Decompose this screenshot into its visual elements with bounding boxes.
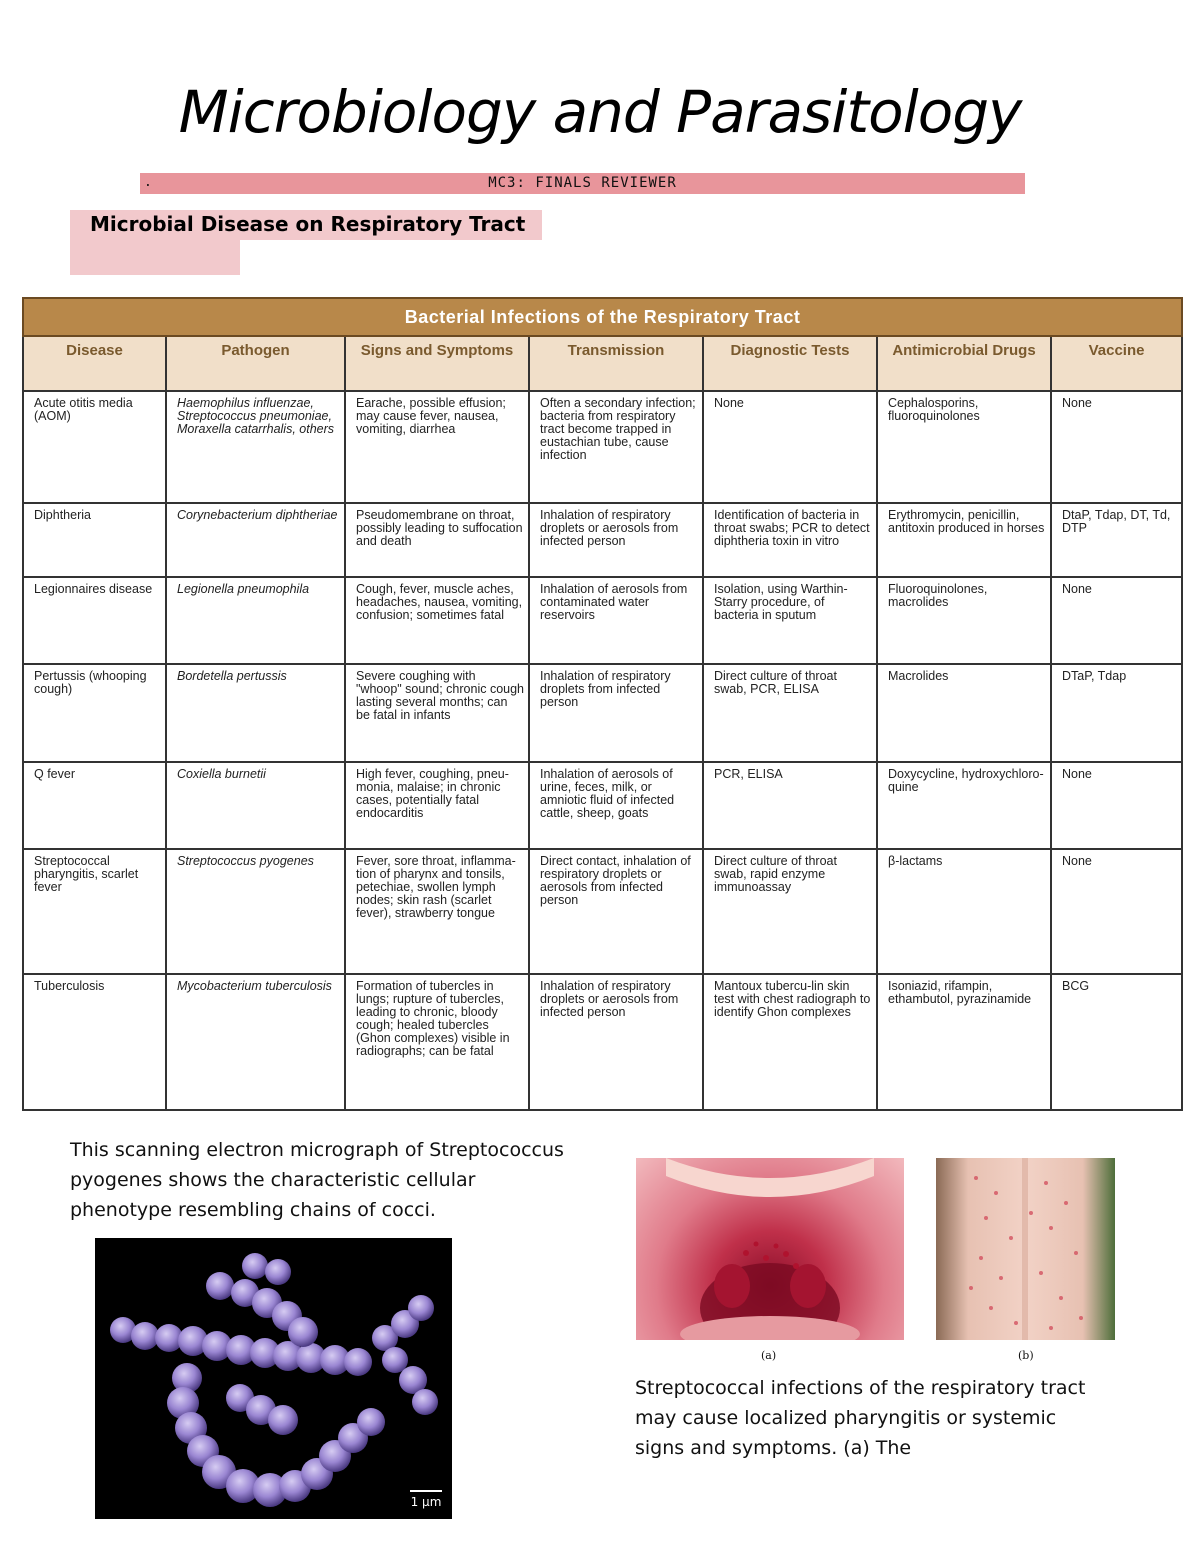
pharyngitis-photo bbox=[636, 1158, 904, 1340]
streptococcal-caption: Streptococcal infections of the respiratory tract may cause localized pharyngitis or systemic signs and symptoms. (a) The bbox=[635, 1377, 1086, 1459]
vaccine-cell: DtaP, Tdap, DT, Td, DTP bbox=[1051, 503, 1182, 577]
drugs-cell: Isoniazid, rifampin, ethambutol, pyrazinamide bbox=[877, 974, 1051, 1110]
disease-cell: Q fever bbox=[23, 762, 166, 849]
drugs-cell: Macrolides bbox=[877, 664, 1051, 762]
vaccine-cell: BCG bbox=[1051, 974, 1182, 1110]
diagnostic-cell: Direct culture of throat swab, PCR, ELISA bbox=[703, 664, 877, 762]
figure-label-b: (b) bbox=[1018, 1349, 1034, 1362]
transmission-cell: Inhalation of respiratory droplets or aerosols from infected person bbox=[529, 503, 703, 577]
symptoms-cell: Fever, sore throat, inflamma-tion of pharynx and tonsils, petechiae, swollen lymph nodes; skin rash (scarlet fever), strawberry tongue bbox=[345, 849, 529, 974]
table-row bbox=[23, 577, 1182, 664]
disease-cell: Streptococcal pharyngitis, scarlet fever bbox=[23, 849, 166, 974]
transmission-cell: Often a secondary infection; bacteria from respiratory tract become trapped in eustachian tube, cause infection bbox=[529, 391, 703, 503]
drugs-cell: Cephalosporins, fluoroquinolones bbox=[877, 391, 1051, 503]
electron-micrograph-image bbox=[95, 1238, 452, 1519]
symptoms-cell: Earache, possible effusion; may cause fever, nausea, vomiting, diarrhea bbox=[345, 391, 529, 503]
diagnostic-cell: None bbox=[703, 391, 877, 503]
rash-illustration bbox=[936, 1158, 1115, 1340]
section-title: Microbial Disease on Respiratory Tract bbox=[90, 212, 526, 236]
drugs-cell: β-lactams bbox=[877, 849, 1051, 974]
pathogen-cell: Bordetella pertussis bbox=[166, 664, 345, 762]
table-row bbox=[23, 849, 1182, 974]
pathogen-cell: Haemophilus influenzae, Streptococcus pneumoniae, Moraxella catarrhalis, others bbox=[166, 391, 345, 503]
transmission-cell: Inhalation of respiratory droplets or aerosols from infected person bbox=[529, 974, 703, 1110]
scale-bar bbox=[410, 1490, 442, 1509]
vaccine-cell: DTaP, Tdap bbox=[1051, 664, 1182, 762]
drugs-cell: Fluoroquinolones, macrolides bbox=[877, 577, 1051, 664]
column-header: Disease bbox=[23, 336, 166, 391]
pathogen-cell: Legionella pneumophila bbox=[166, 577, 345, 664]
table-row bbox=[23, 974, 1182, 1110]
diagnostic-cell: PCR, ELISA bbox=[703, 762, 877, 849]
vaccine-cell: None bbox=[1051, 577, 1182, 664]
symptoms-cell: Cough, fever, muscle aches, headaches, nausea, vomiting, confusion; sometimes fatal bbox=[345, 577, 529, 664]
column-header: Diagnostic Tests bbox=[703, 336, 877, 391]
diagnostic-cell: Identification of bacteria in throat swabs; PCR to detect diphtheria toxin in vitro bbox=[703, 503, 877, 577]
micrograph-caption: This scanning electron micrograph of Streptococcus pyogenes shows the characteristic cellular phenotype resembling chains of cocci. bbox=[70, 1139, 564, 1221]
figure-label-a: (a) bbox=[761, 1349, 777, 1362]
scale-label: 1 μm bbox=[410, 1495, 442, 1509]
throat-illustration bbox=[636, 1158, 904, 1340]
subtitle-text: MC3: FINALS REVIEWER bbox=[488, 175, 677, 191]
scarlet-fever-rash-photo bbox=[936, 1158, 1115, 1340]
transmission-cell: Direct contact, inhalation of respiratory droplets or aerosols from infected person bbox=[529, 849, 703, 974]
pathogen-cell: Corynebacterium diphtheriae bbox=[166, 503, 345, 577]
bacterial-infections-table bbox=[22, 297, 1183, 1111]
disease-cell: Legionnaires disease bbox=[23, 577, 166, 664]
pathogen-cell: Mycobacterium tuberculosis bbox=[166, 974, 345, 1110]
symptoms-cell: Formation of tubercles in lungs; rupture of tubercles, leading to chronic, bloody cough; healed tubercles (Ghon complexes) visible in radiographs; can be fatal bbox=[345, 974, 529, 1110]
subtitle-banner bbox=[140, 173, 1025, 194]
diagnostic-cell: Direct culture of throat swab, rapid enzyme immunoassay bbox=[703, 849, 877, 974]
symptoms-cell: High fever, coughing, pneu-monia, malaise; in chronic cases, potentially fatal endocarditis bbox=[345, 762, 529, 849]
vaccine-cell: None bbox=[1051, 849, 1182, 974]
transmission-cell: Inhalation of aerosols from contaminated water reservoirs bbox=[529, 577, 703, 664]
drugs-cell: Erythromycin, penicillin, antitoxin produced in horses bbox=[877, 503, 1051, 577]
table-row bbox=[23, 391, 1182, 503]
column-header: Pathogen bbox=[166, 336, 345, 391]
vaccine-cell: None bbox=[1051, 391, 1182, 503]
transmission-cell: Inhalation of respiratory droplets from infected person bbox=[529, 664, 703, 762]
vaccine-cell: None bbox=[1051, 762, 1182, 849]
disease-cell: Diphtheria bbox=[23, 503, 166, 577]
table-caption: Bacterial Infections of the Respiratory Tract bbox=[23, 298, 1182, 336]
table-header-row bbox=[23, 336, 1182, 391]
pathogen-cell: Coxiella burnetii bbox=[166, 762, 345, 849]
symptoms-cell: Severe coughing with "whoop" sound; chronic cough lasting several months; can be fatal in infants bbox=[345, 664, 529, 762]
disease-cell: Pertussis (whooping cough) bbox=[23, 664, 166, 762]
document-title: Microbiology and Parasitology bbox=[178, 78, 1022, 146]
table-row bbox=[23, 503, 1182, 577]
pathogen-cell: Streptococcus pyogenes bbox=[166, 849, 345, 974]
symptoms-cell: Pseudomembrane on throat, possibly leading to suffocation and death bbox=[345, 503, 529, 577]
transmission-cell: Inhalation of aerosols of urine, feces, milk, or amniotic fluid of infected cattle, sheep, goats bbox=[529, 762, 703, 849]
column-header: Vaccine bbox=[1051, 336, 1182, 391]
drugs-cell: Doxycycline, hydroxychloro-quine bbox=[877, 762, 1051, 849]
diagnostic-cell: Mantoux tubercu-lin skin test with chest radiograph to identify Ghon complexes bbox=[703, 974, 877, 1110]
column-header: Signs and Symptoms bbox=[345, 336, 529, 391]
cocci-chains-illustration bbox=[95, 1238, 452, 1519]
table-row bbox=[23, 762, 1182, 849]
column-header: Antimicrobial Drugs bbox=[877, 336, 1051, 391]
disease-cell: Tuberculosis bbox=[23, 974, 166, 1110]
column-header: Transmission bbox=[529, 336, 703, 391]
disease-cell: Acute otitis media (AOM) bbox=[23, 391, 166, 503]
diagnostic-cell: Isolation, using Warthin-Starry procedure, of bacteria in sputum bbox=[703, 577, 877, 664]
table-row bbox=[23, 664, 1182, 762]
banner-dot: . bbox=[144, 175, 152, 190]
